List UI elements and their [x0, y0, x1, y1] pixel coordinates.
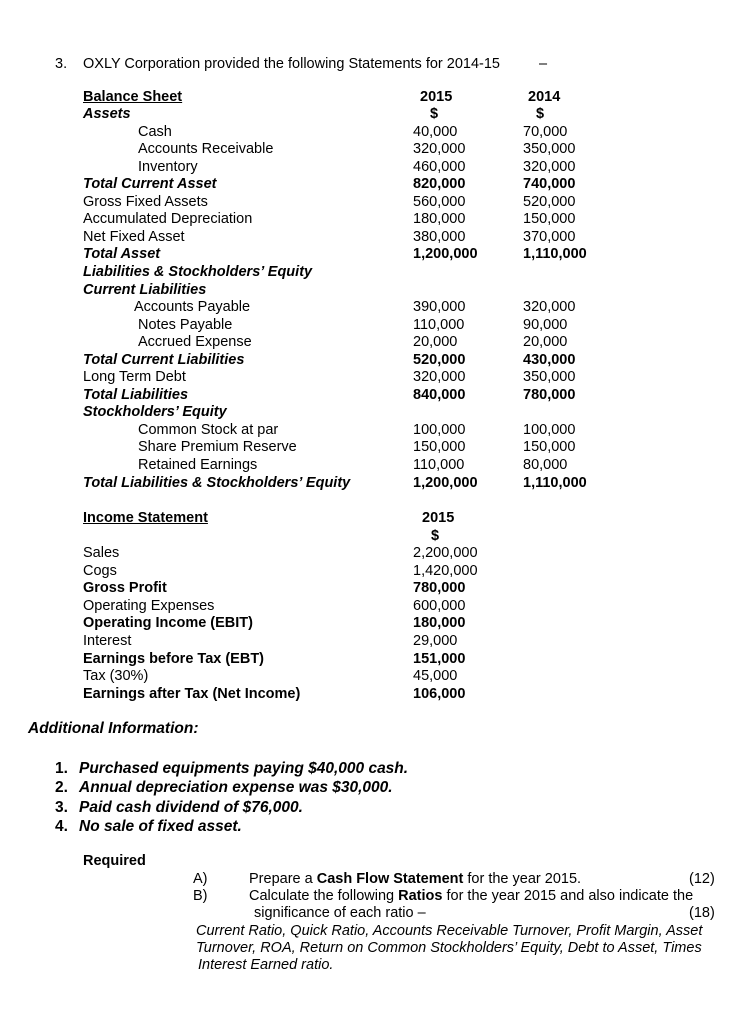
additional-info-text: No sale of fixed asset. [79, 817, 242, 835]
bs-value-2014: 1,110,000 [523, 474, 587, 491]
required-a-pre: Prepare a [249, 871, 317, 887]
bs-value-2015: 150,000 [413, 439, 466, 456]
bs-value-2014: 320,000 [523, 158, 576, 175]
bs-row-label: Notes Payable [138, 316, 233, 333]
additional-info-number: 1. [55, 760, 68, 777]
is-row-label: Sales [83, 545, 120, 561]
bs-row-label: Accounts Payable [134, 299, 251, 316]
bs-currency-2014: $ [536, 106, 545, 122]
bs-row-label: Accumulated Depreciation [83, 211, 253, 228]
additional-info-heading: Additional Information: [28, 720, 199, 737]
is-value-2015: 180,000 [413, 615, 466, 632]
bs-row-label: Total Asset [83, 246, 161, 263]
bs-value-2015: 560,000 [413, 193, 466, 210]
bs-value-2015: 380,000 [413, 228, 466, 245]
required-b-pre: Calculate the following [249, 888, 399, 904]
bs-row-label: Common Stock at par [138, 421, 279, 438]
is-row-label: Operating Income (EBIT) [83, 615, 253, 632]
is-value-2015: 106,000 [413, 685, 466, 702]
additional-info-item [55, 799, 303, 817]
bs-value-2015: 460,000 [413, 158, 466, 175]
is-value-2015: 151,000 [413, 650, 466, 667]
required-a-letter: A) [193, 871, 208, 887]
bs-row-label: Current Liabilities [83, 281, 207, 298]
is-col-2015: 2015 [422, 510, 455, 526]
bs-value-2015: 100,000 [413, 421, 466, 438]
required-a-marks: (12) [689, 871, 715, 887]
bs-value-2014: 430,000 [523, 351, 576, 368]
is-row-label: Tax (30%) [83, 668, 149, 685]
additional-info-item [55, 818, 242, 836]
bs-row-label: Gross Fixed Assets [83, 193, 208, 210]
is-value-2015: 2,200,000 [413, 545, 478, 561]
is-row-label: Cogs [83, 562, 117, 579]
bs-row-label: Stockholders’ Equity [83, 404, 227, 421]
additional-info-item [55, 779, 393, 797]
is-value-2015: 29,000 [413, 633, 458, 649]
required-b-line2: significance of each ratio – [254, 905, 426, 921]
is-row-label: Operating Expenses [83, 597, 215, 614]
bs-value-2014: 90,000 [523, 316, 568, 333]
bs-value-2014: 320,000 [523, 299, 576, 316]
is-currency-2015: $ [431, 528, 440, 544]
is-row-label: Earnings before Tax (EBT) [83, 650, 265, 667]
bs-row-label: Total Liabilities [83, 386, 189, 403]
bs-row-label: Long Term Debt [83, 369, 186, 386]
additional-info-text: Annual depreciation expense was $30,000. [79, 779, 393, 797]
bs-value-2014: 150,000 [523, 211, 576, 228]
bs-row-label: Retained Earnings [138, 457, 258, 473]
bs-value-2015: 840,000 [413, 386, 466, 403]
bs-value-2015: 180,000 [413, 211, 466, 228]
bs-value-2014: 740,000 [523, 176, 576, 193]
is-value-2015: 600,000 [413, 597, 466, 614]
is-value-2015: 45,000 [413, 668, 458, 685]
bs-value-2015: 320,000 [413, 141, 466, 158]
bs-row-label: Share Premium Reserve [138, 439, 297, 456]
ratios-line-1: Current Ratio, Quick Ratio, Accounts Receivable Turnover, Profit Margin, Asset [196, 923, 703, 939]
additional-info-item [55, 760, 408, 778]
ratios-line-3: Interest Earned ratio. [198, 957, 334, 973]
bs-value-2014: 350,000 [523, 141, 576, 158]
required-b-bold: Ratios [398, 888, 443, 904]
bs-value-2015: 520,000 [413, 351, 466, 368]
balance-sheet-heading: Balance Sheet [83, 89, 183, 105]
required-heading: Required [83, 853, 146, 869]
bs-col-2015: 2015 [420, 89, 453, 105]
bs-value-2014: 370,000 [523, 228, 576, 245]
bs-row-label: Accrued Expense [138, 334, 252, 351]
required-b-text [249, 888, 693, 906]
bs-row-label: Inventory [138, 158, 198, 175]
required-a-bold: Cash Flow Statement [316, 871, 464, 887]
additional-info-text: Purchased equipments paying $40,000 cash. [79, 760, 409, 777]
bs-row-label: Assets [83, 106, 131, 122]
ratios-line-2: Turnover, ROA, Return on Common Stockholders’ Equity, Debt to Asset, Times [196, 940, 702, 956]
additional-info-number: 3. [55, 798, 68, 816]
bs-row-label: Liabilities & Stockholders’ Equity [83, 263, 313, 280]
question-number: 3. [55, 56, 68, 72]
bs-value-2014: 1,110,000 [523, 246, 587, 263]
additional-info-number: 2. [55, 779, 68, 797]
required-b-marks: (18) [689, 905, 715, 921]
bs-value-2015: 820,000 [413, 176, 466, 193]
bs-value-2014: 780,000 [523, 386, 576, 403]
required-b-post: for the year 2015 and also indicate the [442, 888, 694, 904]
bs-value-2015: 1,200,000 [413, 474, 478, 491]
bs-row-label: Total Current Liabilities [83, 351, 245, 368]
question-dash: – [539, 56, 548, 72]
is-row-label: Gross Profit [83, 580, 167, 597]
bs-value-2015: 40,000 [413, 123, 458, 140]
bs-value-2014: 80,000 [523, 457, 568, 473]
bs-value-2014: 100,000 [523, 421, 576, 438]
bs-row-label: Accounts Receivable [138, 141, 274, 158]
bs-value-2015: 110,000 [413, 457, 465, 473]
is-row-label: Earnings after Tax (Net Income) [83, 685, 301, 702]
additional-info-text: Paid cash dividend of $76,000. [79, 798, 303, 816]
income-statement-heading: Income Statement [83, 510, 208, 526]
question-title: OXLY Corporation provided the following Statements for 2014-15 [83, 56, 500, 72]
required-b-letter: B) [193, 888, 208, 904]
bs-row-label: Total Liabilities & Stockholders’ Equity [83, 474, 351, 491]
bs-currency-2015: $ [430, 106, 439, 122]
bs-row-label: Total Current Asset [83, 176, 217, 193]
bs-value-2014: 20,000 [523, 334, 568, 351]
bs-value-2015: 390,000 [413, 299, 466, 316]
required-a-post: for the year 2015. [463, 871, 582, 887]
bs-value-2015: 1,200,000 [413, 246, 478, 263]
bs-value-2014: 150,000 [523, 439, 576, 456]
bs-row-label: Cash [138, 123, 172, 140]
bs-value-2015: 20,000 [413, 334, 458, 351]
is-value-2015: 780,000 [413, 580, 466, 597]
additional-info-number: 4. [55, 817, 68, 835]
bs-col-2014: 2014 [528, 89, 561, 105]
bs-row-label: Net Fixed Asset [83, 228, 185, 245]
is-value-2015: 1,420,000 [413, 562, 478, 579]
bs-value-2014: 350,000 [523, 369, 576, 386]
bs-value-2015: 320,000 [413, 369, 466, 386]
required-a-text [249, 871, 581, 889]
bs-value-2014: 70,000 [523, 123, 568, 140]
bs-value-2014: 520,000 [523, 193, 576, 210]
is-row-label: Interest [83, 633, 132, 649]
bs-value-2015: 110,000 [413, 316, 465, 333]
